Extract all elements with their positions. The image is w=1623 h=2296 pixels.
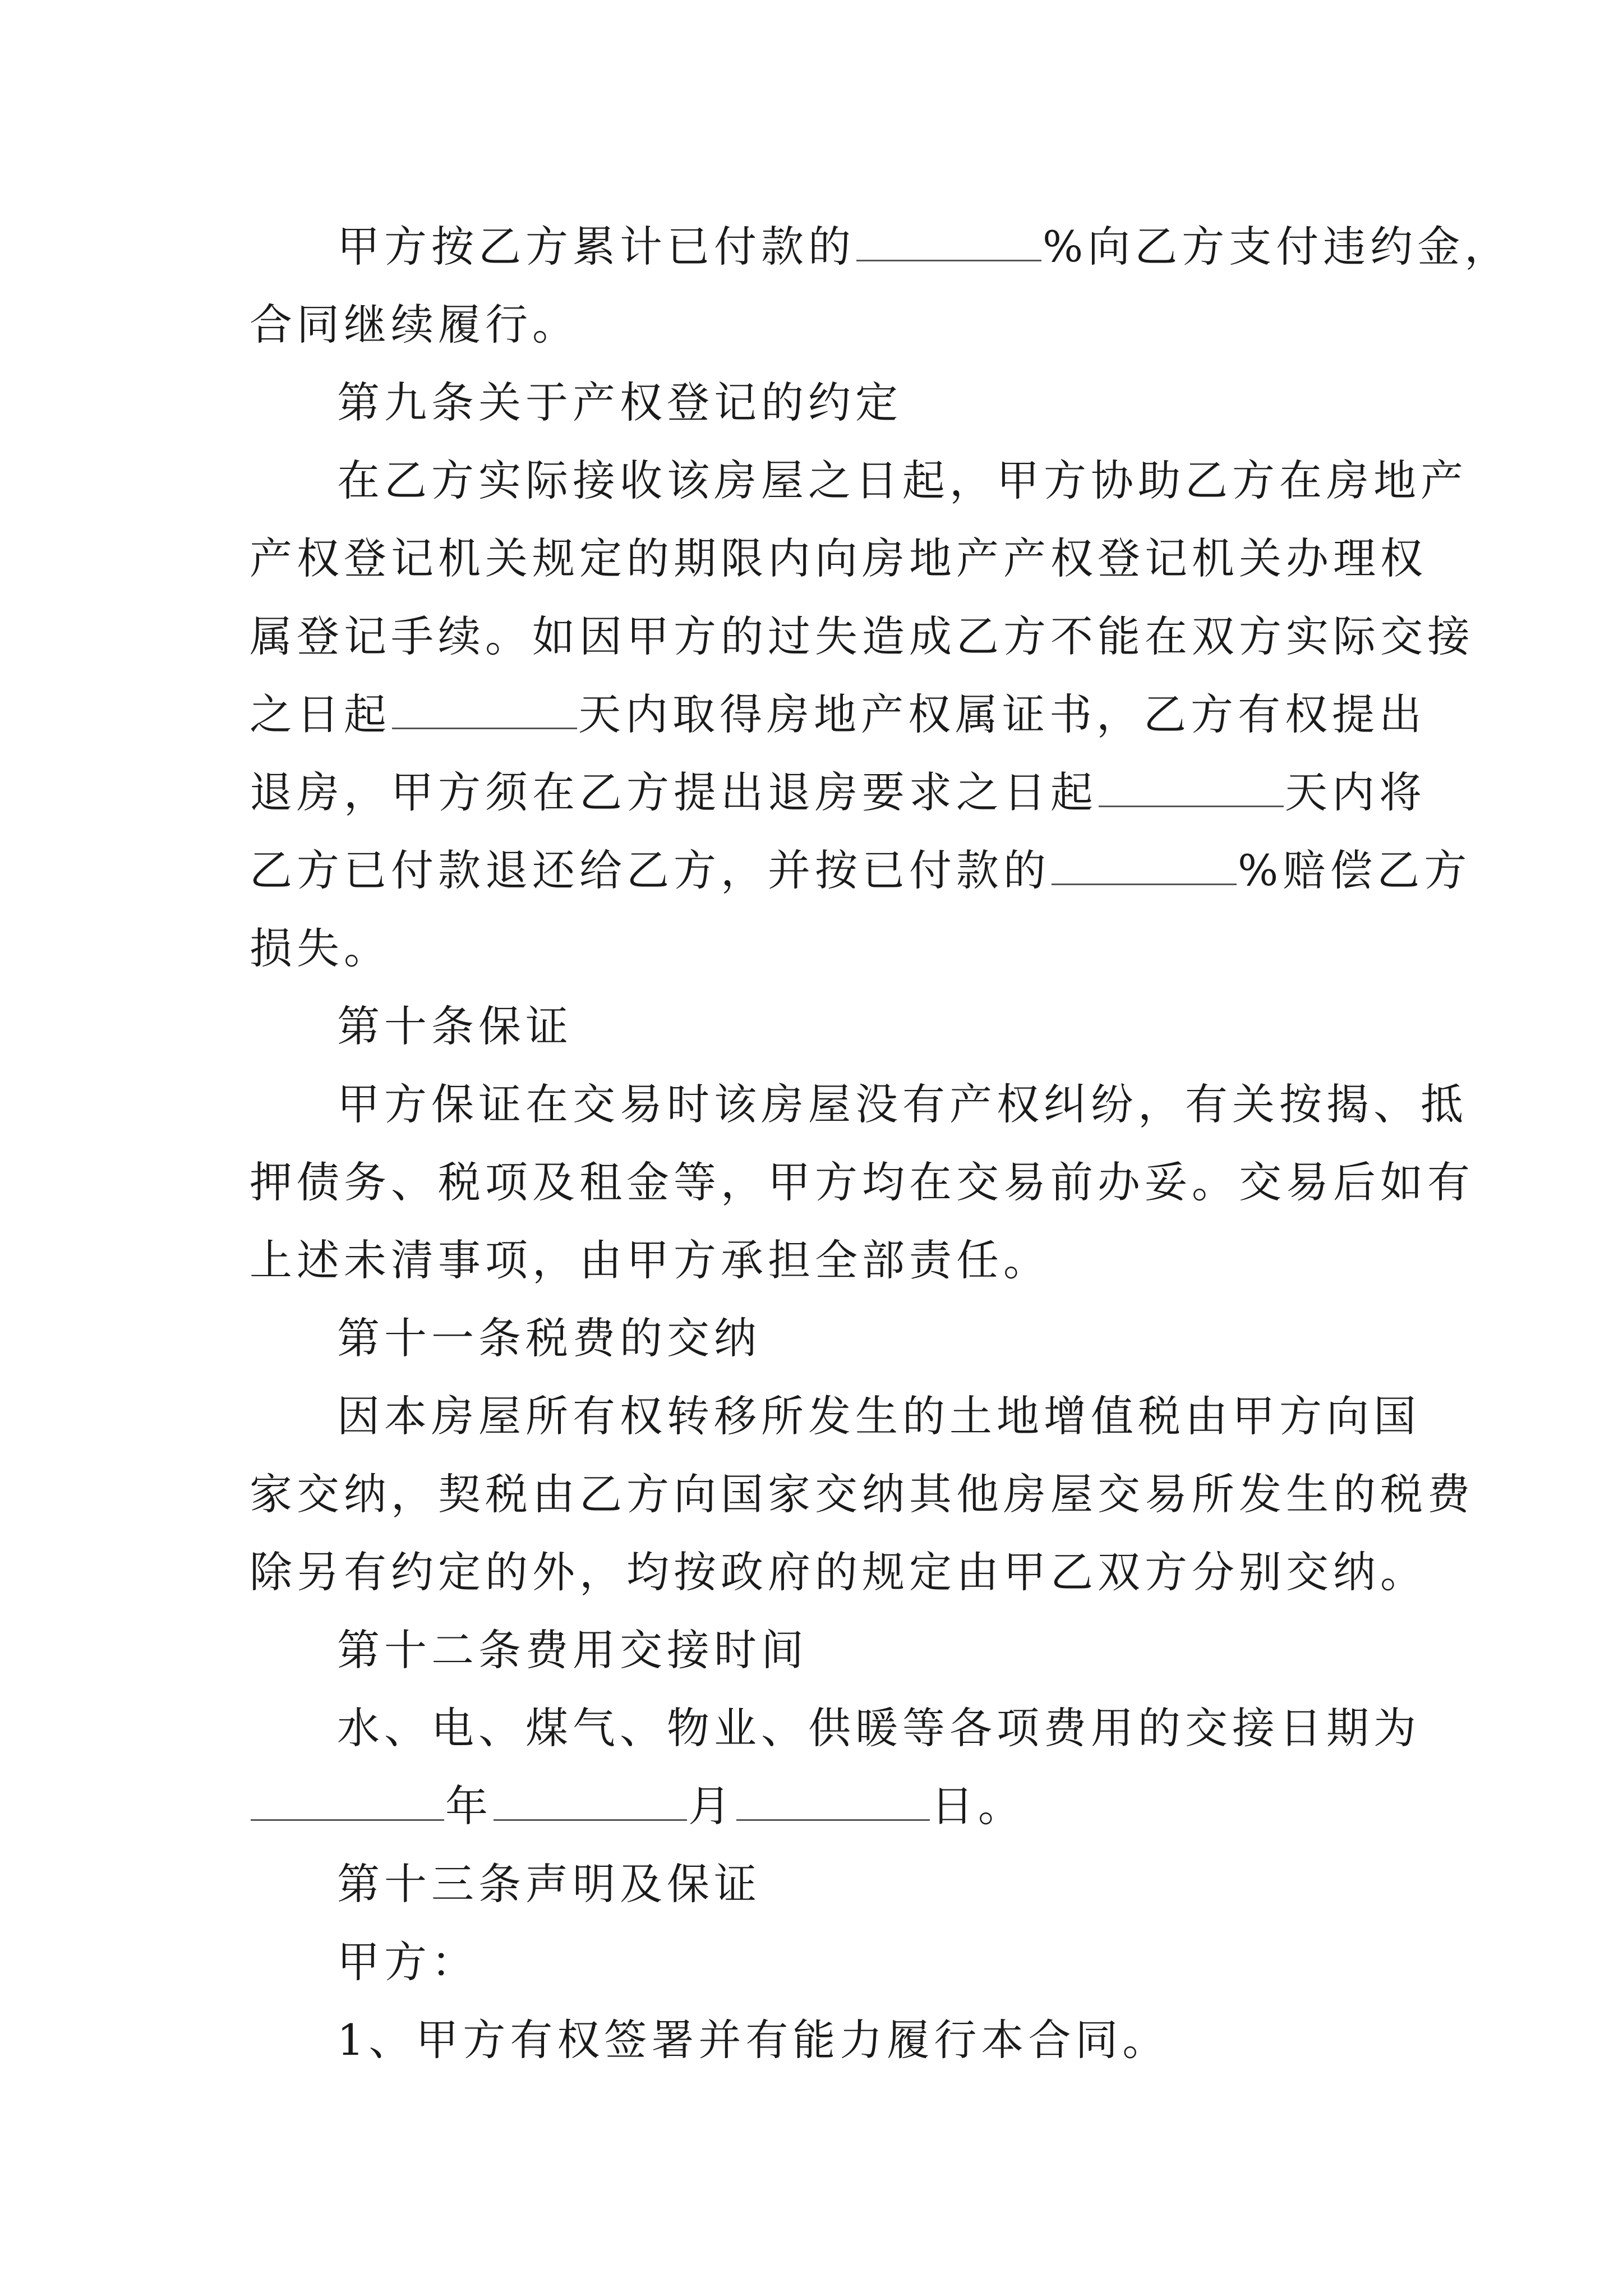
text-run: 年 — [445, 1781, 492, 1831]
paragraph-line: 甲方保证在交易时该房屋没有产权纠纷，有关按揭、抵 — [337, 1079, 1468, 1129]
paragraph-line: 家交纳，契税由乙方向国家交纳其他房屋交易所发生的税费 — [250, 1469, 1474, 1519]
paragraph-line: 合同继续履行。 — [250, 300, 579, 349]
text-run: 天内取得房地产权属证书，乙方有权提出 — [578, 689, 1426, 739]
text-run: %赔偿乙方 — [1238, 845, 1472, 895]
paragraph-line: 因本房屋所有权转移所发生的土地增值税由甲方向国 — [337, 1391, 1421, 1441]
paragraph-line: 在乙方实际接收该房屋之日起，甲方协助乙方在房地产 — [337, 455, 1468, 505]
fill-in-blank — [1052, 881, 1237, 885]
article-heading: 第十一条税费的交纳 — [337, 1313, 761, 1363]
party-label: 甲方： — [337, 1937, 478, 1987]
paragraph-line: 押债务、税项及租金等，甲方均在交易前办妥。交易后如有 — [250, 1157, 1474, 1207]
article-heading: 第十二条费用交接时间 — [337, 1625, 808, 1675]
fill-in-blank — [1099, 803, 1284, 807]
fill-in-blank — [736, 1817, 930, 1821]
text-run: 天内将 — [1285, 767, 1426, 817]
fill-in-blank — [856, 257, 1041, 261]
paragraph-line: 产权登记机关规定的期限内向房地产产权登记机关办理权 — [250, 533, 1427, 583]
paragraph-line — [250, 753, 1426, 831]
document-body — [250, 208, 1512, 2079]
text-run: 甲方按乙方累计已付款的 — [337, 222, 855, 272]
article-heading: 第十三条声明及保证 — [337, 1859, 761, 1909]
fill-in-blank — [392, 725, 577, 729]
paragraph-line — [250, 675, 1426, 753]
fill-in-blank — [251, 1817, 444, 1821]
paragraph-line — [250, 208, 1512, 286]
paragraph-line — [250, 1767, 1388, 1845]
paragraph-line: 损失。 — [250, 923, 391, 973]
paragraph-line: 水、电、煤气、物业、供暖等各项费用的交接日期为 — [337, 1703, 1421, 1753]
text-run: 退房，甲方须在乙方提出退房要求之日起 — [250, 767, 1098, 817]
text-run: 日。 — [931, 1781, 1025, 1831]
paragraph-line — [250, 831, 1472, 909]
paragraph-line: 属登记手续。如因甲方的过失造成乙方不能在双方实际交接 — [250, 611, 1474, 661]
article-heading: 第十条保证 — [337, 1001, 573, 1051]
article-heading: 第九条关于产权登记的约定 — [337, 378, 902, 427]
paragraph-line: 上述未清事项，由甲方承担全部责任。 — [250, 1235, 1050, 1285]
paragraph-line: 除另有约定的外，均按政府的规定由甲乙双方分别交纳。 — [250, 1547, 1427, 1597]
text-run: 乙方已付款退还给乙方，并按已付款的 — [250, 845, 1050, 895]
list-item: 1、甲方有权签署并有能力履行本合同。 — [337, 2015, 1170, 2065]
text-run: %向乙方支付违约金， — [1043, 222, 1512, 272]
text-run: 之日起 — [250, 689, 391, 739]
fill-in-blank — [494, 1817, 687, 1821]
text-run: 月 — [688, 1781, 735, 1831]
